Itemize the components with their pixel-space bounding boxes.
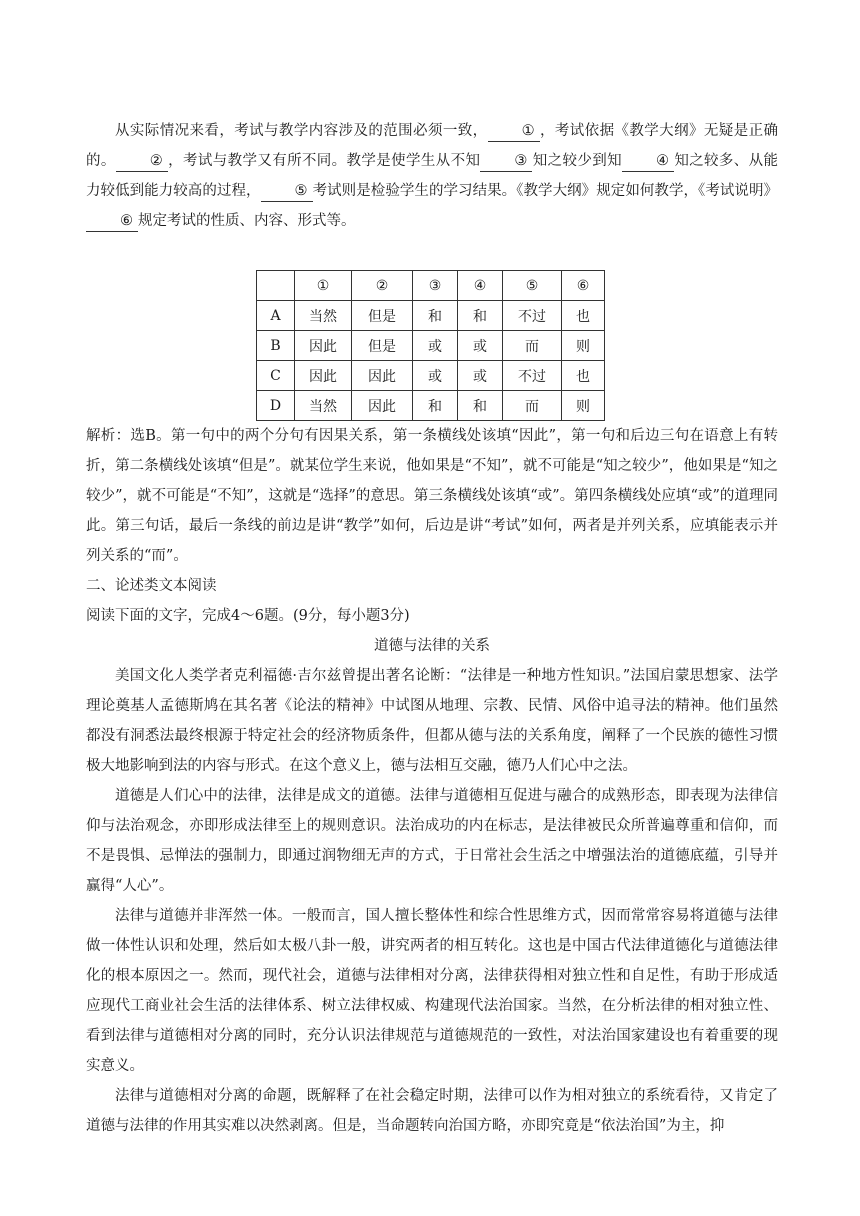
blank-3: ③: [480, 151, 532, 172]
table-cell: 和: [458, 301, 503, 331]
table-row: [257, 361, 605, 391]
table-cell: 则: [562, 391, 605, 421]
table-cell: 因此: [352, 391, 413, 421]
table-cell: 而: [503, 331, 562, 361]
table-cell: 和: [413, 391, 458, 421]
analysis-text: 解析：选B。第一句中的两个分句有因果关系，第一条横线处该填“因此”，第一句和后边三句在语意上有转折，第二条横线处该填“但是”。就某位学生来说，他如果是“不知”，就不可能是“知之较少”，他如果是“知之较少”，就不可能是“不知”，这就是“选择”的意思。第三条横线处该填“或”。第四条横线处应填“或”的道理同此。第三句话，最后一条线的前边是讲“教学”如何，后边是讲“考试”如何，两者是并列关系，应填能表示并列关系的“而”。: [86, 428, 778, 564]
table-cell: 或: [458, 331, 503, 361]
article-paragraph: 道德是人们心中的法律，法律是成文的道德。法律与道德相互促进与融合的成熟形态，即表现为法律信仰与法治观念，亦即形成法律至上的规则意识。法治成功的内在标志，是法律被民众所普遍尊重和信仰，而不是畏惧、忌惮法的强制力，即通过润物细无声的方式，于日常社会生活之中增强法治的道德底蕴，引导并赢得“人心”。: [86, 788, 778, 894]
table-cell: ③: [413, 271, 458, 301]
table-cell: 当然: [295, 391, 352, 421]
table-row: [257, 391, 605, 421]
article-title: 道德与法律的关系: [374, 638, 490, 654]
table-row: [257, 331, 605, 361]
table-cell: 不过: [503, 301, 562, 331]
table-cell: 因此: [352, 361, 413, 391]
table-cell: ⑥: [562, 271, 605, 301]
table-cell: ⑤: [503, 271, 562, 301]
table-cell: 但是: [352, 331, 413, 361]
table-cell: 也: [562, 301, 605, 331]
table-cell: 因此: [295, 331, 352, 361]
table-row: [257, 301, 605, 331]
table-cell: D: [257, 391, 295, 421]
document-page: [86, 116, 778, 1141]
blank-4: ④: [622, 151, 674, 172]
table-cell: 或: [458, 361, 503, 391]
blank-6: ⑥: [86, 211, 138, 232]
table-cell: ①: [295, 271, 352, 301]
article-paragraph: 美国文化人类学者克利福德·吉尔兹曾提出著名论断：“法律是一种地方性知识。”法国启蒙思想家、法学理论奠基人孟德斯鸠在其名著《论法的精神》中试图从地理、宗教、民情、风俗中追寻法的精神。他们虽然都没有洞悉法最终根源于特定社会的经济物质条件，但都从德与法的关系角度，阐释了一个民族的德性习惯极大地影响到法的内容与形式。在这个意义上，德与法相互交融，德乃人们心中之法。: [86, 668, 778, 774]
table-cell: 也: [562, 361, 605, 391]
table-cell: 和: [413, 301, 458, 331]
table-cell: ④: [458, 271, 503, 301]
fill-in-passage: 从实际情况来看，考试与教学内容涉及的范围必须一致， ① ，考试依据《教学大纲》无疑是正确的。 ② ，考试与教学又有所不同。教学是使学生从不知 ③ 知之较少到知 ④ 知之较多、从能力较低到能力较高的过程， ⑤ 考试则是检验学生的学习结果。《教学大纲》规定如何教学，《考试说明》⑥ 规定考试的性质、内容、形式等。: [86, 116, 778, 236]
table-cell: A: [257, 301, 295, 331]
table-cell: 或: [413, 331, 458, 361]
table-cell: B: [257, 331, 295, 361]
table-cell: 则: [562, 331, 605, 361]
table-cell: [257, 271, 295, 301]
table-cell: ②: [352, 271, 413, 301]
table-cell: 和: [458, 391, 503, 421]
table-header-row: [257, 271, 605, 301]
blank-5: ⑤: [261, 181, 313, 202]
table-cell: 但是: [352, 301, 413, 331]
blank-1: ①: [488, 121, 540, 142]
table-cell: 或: [413, 361, 458, 391]
table-cell: 不过: [503, 361, 562, 391]
table-cell: 而: [503, 391, 562, 421]
table-cell: 因此: [295, 361, 352, 391]
table-cell: 当然: [295, 301, 352, 331]
section-heading: 二、论述类文本阅读: [86, 578, 217, 594]
article-paragraph: 法律与道德相对分离的命题，既解释了在社会稳定时期，法律可以作为相对独立的系统看待，又肯定了道德与法律的作用其实难以决然剥离。但是，当命题转向治国方略，亦即究竟是“依法治国”为主，抑: [86, 1088, 778, 1134]
instruction-text: 阅读下面的文字，完成4～6题。(9分，每小题3分): [86, 608, 410, 624]
options-table: [256, 270, 605, 421]
article-paragraph: 法律与道德并非浑然一体。一般而言，国人擅长整体性和综合性思维方式，因而常常容易将道德与法律做一体性认识和处理，然后如太极八卦一般，讲究两者的相互转化。这也是中国古代法律道德化与道德法律化的根本原因之一。然而，现代社会，道德与法律相对分离，法律获得相对独立性和自足性，有助于形成适应现代工商业社会生活的法律体系、树立法律权威、构建现代法治国家。当然，在分析法律的相对独立性、看到法律与道德相对分离的同时，充分认识法律规范与道德规范的一致性，对法治国家建设也有着重要的现实意义。: [86, 908, 778, 1074]
blank-2: ②: [116, 151, 168, 172]
table-cell: C: [257, 361, 295, 391]
